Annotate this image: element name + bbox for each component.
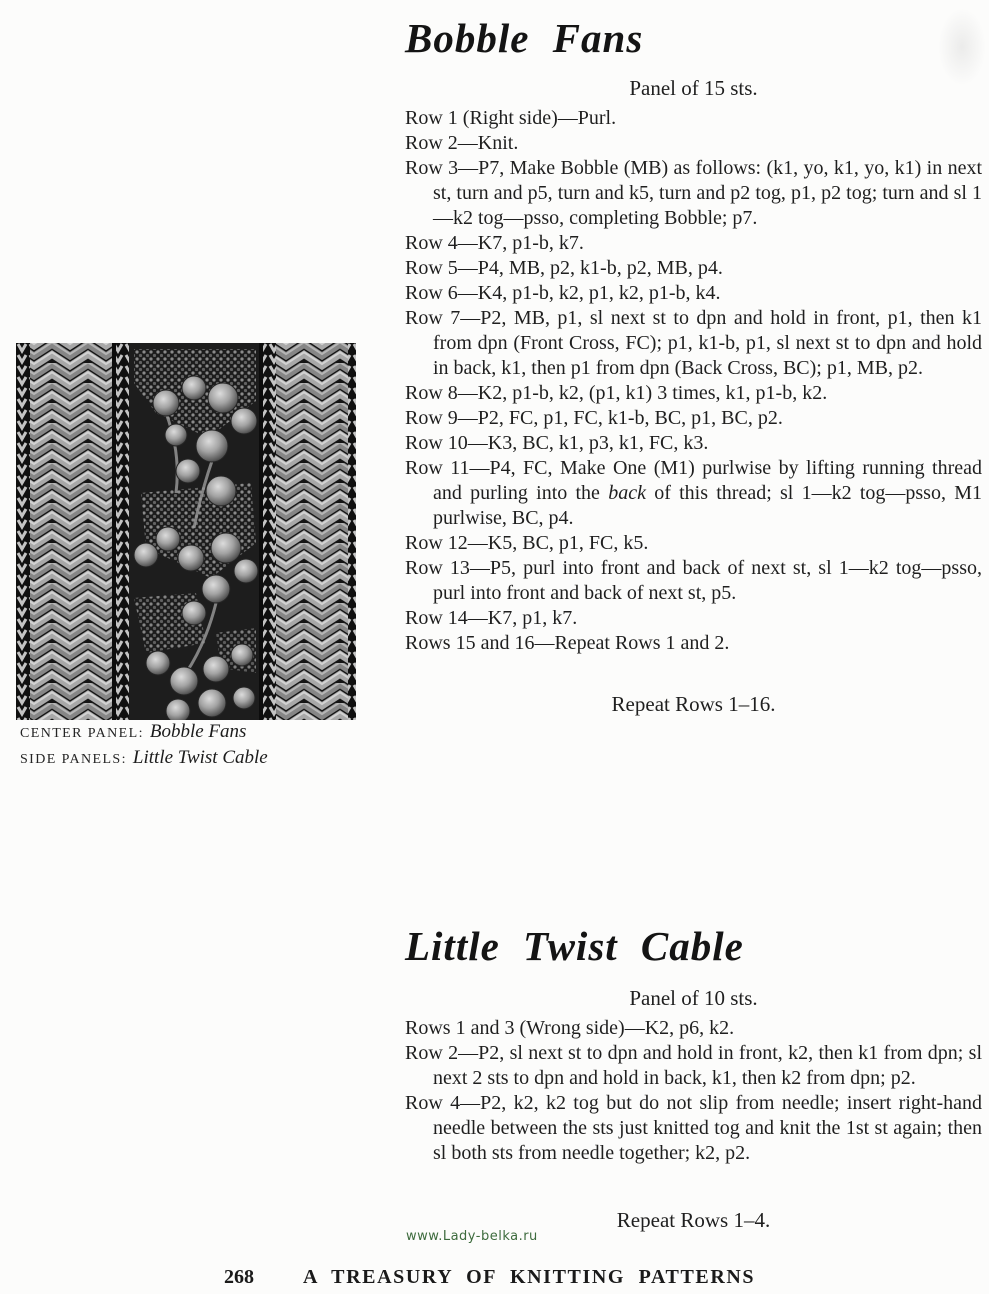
left-cable-braid — [30, 343, 112, 720]
photo-caption — [20, 721, 380, 773]
instruction-row: Row 4—P2, k2, k2 tog but do not slip from needle; insert right-hand needle between the sts just knitted tog and knit the 1st st again; then sl both sts from needle together; k2, p2. — [405, 1092, 982, 1164]
instruction-row: Row 9—P2, FC, p1, FC, k1-b, BC, p1, BC, p2. — [405, 407, 783, 429]
book-title-running-footer: A TREASURY OF KNITTING PATTERNS — [303, 1266, 756, 1288]
right-cable-braid — [276, 343, 348, 720]
instruction-row-11 — [405, 456, 982, 531]
instruction-row: Row 13—P5, purl into front and back of next st, sl 1—k2 tog—psso, purl into front and back of next st, p5. — [405, 557, 982, 604]
row11-italic-word: back — [608, 482, 646, 504]
row11-text: of this thread; sl 1—k2 tog—psso, M1 purlwise, BC, p4. — [433, 482, 982, 529]
bobble-fans-repeat-note: Repeat Rows 1–16. — [611, 692, 776, 716]
instruction-row: Row 6—K4, p1-b, k2, p1, k2, p1-b, k4. — [405, 282, 721, 304]
instruction-row: Row 12—K5, BC, p1, FC, k5. — [405, 532, 649, 554]
little-twist-cable-title: Little Twist Cable — [405, 923, 744, 969]
right-edge-chain — [348, 343, 356, 720]
caption-label: SIDE PANELS: — [20, 752, 127, 767]
bobble-fans-panel-size: Panel of 15 sts. — [629, 76, 758, 100]
instruction-row: Row 14—K7, p1, k7. — [405, 607, 578, 629]
center-bobble-panel — [129, 343, 259, 720]
instruction-row: Row 2—P2, sl next st to dpn and hold in front, k2, then k1 from dpn; sl next 2 sts to dpn and hold in back, k1, then k2 from dpn; p2. — [405, 1042, 982, 1089]
little-twist-instructions — [405, 1016, 982, 1166]
caption-value: Bobble Fans — [149, 721, 247, 742]
site-watermark: www.Lady-belka.ru — [406, 1229, 538, 1244]
left-edge-chain — [16, 343, 30, 720]
caption-line-center-panel — [20, 721, 380, 744]
groove — [259, 343, 263, 720]
instruction-row: Rows 1 and 3 (Wrong side)—K2, p6, k2. — [405, 1017, 735, 1039]
little-twist-panel-size: Panel of 10 sts. — [629, 986, 758, 1010]
swatch-photo — [16, 343, 356, 720]
instruction-row: Row 4—K7, p1-b, k7. — [405, 232, 584, 254]
bobble-fans-instructions — [405, 106, 982, 656]
groove — [112, 343, 116, 720]
instruction-row: Row 7—P2, MB, p1, sl next st to dpn and hold in front, p1, then k1 from dpn (Front Cross, FC); p1, k1-b, p1, sl next st to dpn and hold in back, k1, then p1 from dpn (Back Cross, BC); p1, MB, p2. — [405, 307, 982, 379]
left-inner-chain — [116, 343, 129, 720]
caption-line-side-panels — [20, 747, 380, 770]
instruction-row: Row 5—P4, MB, p2, k1-b, p2, MB, p4. — [405, 257, 723, 279]
right-inner-chain — [263, 343, 276, 720]
instruction-row: Row 8—K2, p1-b, k2, (p1, k1) 3 times, k1, p1-b, k2. — [405, 382, 828, 404]
instruction-row: Row 1 (Right side)—Purl. — [405, 107, 617, 129]
instruction-row: Rows 15 and 16—Repeat Rows 1 and 2. — [405, 632, 730, 654]
row11-text: Row 11—P4, FC, Make One (M1) purlwise by lifting running thread and purling into the — [405, 457, 982, 504]
bobble-fans-title: Bobble Fans — [405, 15, 644, 61]
instruction-row: Row 10—K3, BC, k1, p3, k1, FC, k3. — [405, 432, 709, 454]
swatch-photo-illustration — [16, 343, 356, 720]
caption-value: Little Twist Cable — [132, 747, 268, 768]
little-twist-repeat-note: Repeat Rows 1–4. — [616, 1208, 771, 1232]
caption-label: CENTER PANEL: — [20, 726, 144, 741]
instruction-row: Row 2—Knit. — [405, 132, 519, 154]
instruction-row: Row 3—P7, Make Bobble (MB) as follows: (k1, yo, k1, yo, k1) in next st, turn and p5, turn and k5, turn and p2 tog, p1, p2 tog; turn and sl 1—k2 tog—psso, completing Bobble; p7. — [405, 157, 982, 229]
page-number: 268 — [224, 1266, 254, 1288]
